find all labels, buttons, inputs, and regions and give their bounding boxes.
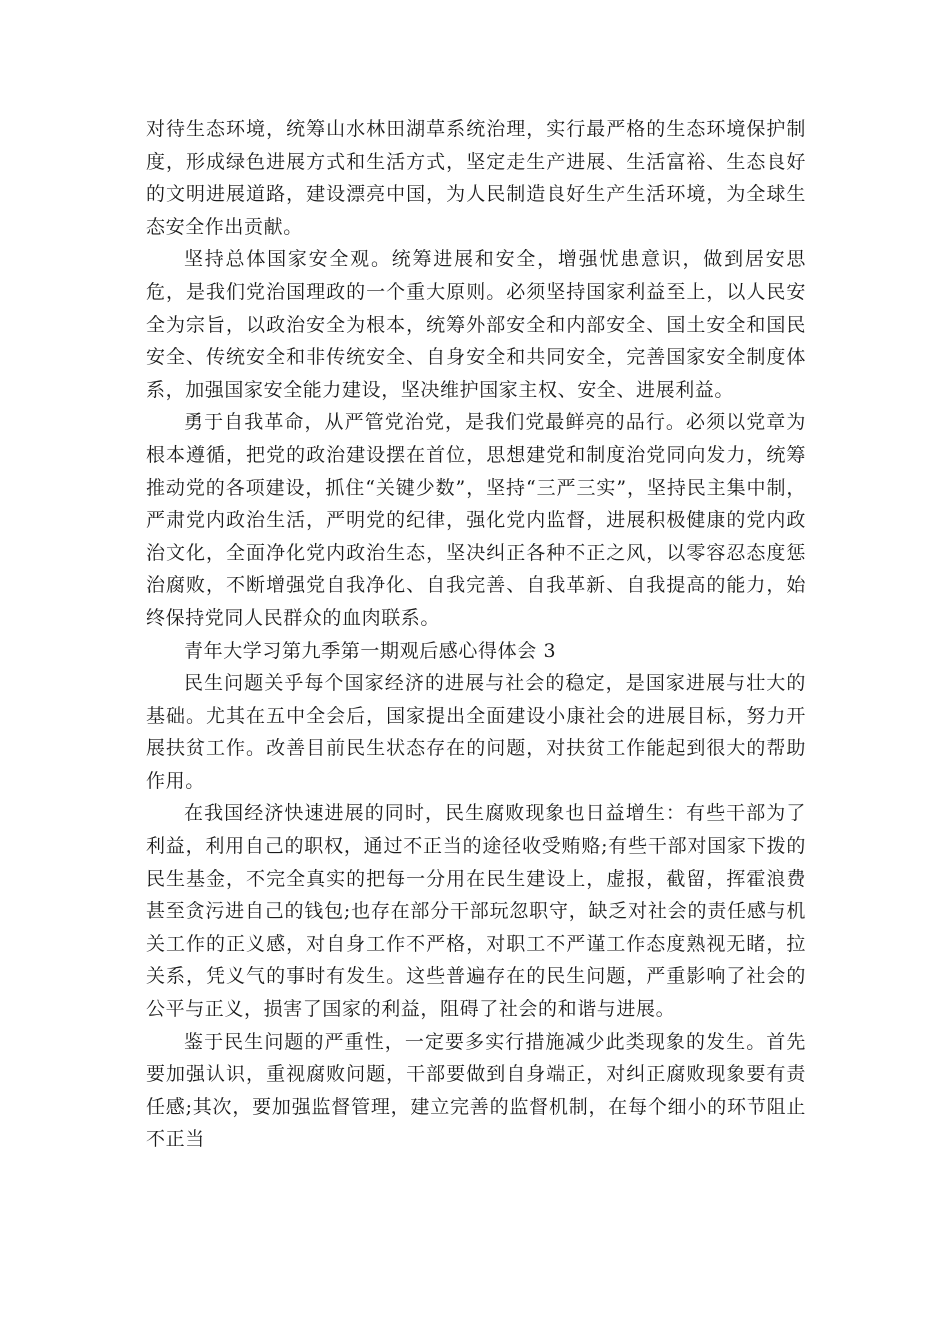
- section-heading: 青年大学习第九季第一期观后感心得体会 3: [184, 639, 557, 662]
- paragraph-national-security: 坚持总体国家安全观。统筹进展和安全，增强忧患意识，做到居安思危，是我们党治国理政的一个重大原则。必须坚持国家利益至上，以人民安全为宗旨，以政治安全为根本，统筹外部安全和内部安全、国土安全和国民安全、传统安全和非传统安全、自身安全和共同安全，完善国家安全制度体系，加强国家安全能力建设，坚决维护国家主权、安全、进展利益。: [146, 248, 806, 401]
- paragraph-livelihood-issues: 民生问题关乎每个国家经济的进展与社会的稳定，是国家进展与壮大的基础。尤其在五中全会后，国家提出全面建设小康社会的进展目标，努力开展扶贫工作。改善目前民生状态存在的问题，对扶贫工作能起到很大的帮助作用。: [146, 672, 806, 792]
- document-page: [146, 113, 806, 1156]
- paragraph-self-revolution: 勇于自我革命，从严管党治党，是我们党最鲜亮的品行。必须以党章为根本遵循，把党的政治建设摆在首位，思想建党和制度治党同向发力，统筹推动党的各项建设，抓住“关键少数”，坚持“三严三实”，坚持民主集中制，严肃党内政治生活，严明党的纪律，强化党内监督，进展积极健康的党内政治文化，全面净化党内政治生态，坚决纠正各种不正之风，以零容忍态度惩治腐败，不断增强党自我净化、自我完善、自我革新、自我提高的能力，始终保持党同人民群众的血肉联系。: [146, 411, 806, 629]
- paragraph-measures: 鉴于民生问题的严重性，一定要多实行措施减少此类现象的发生。首先要加强认识，重视腐败问题，干部要做到自身端正，对纠正腐败现象要有责任感;其次，要加强监督管理，建立完善的监督机制，在每个细小的环节阻止不正当: [146, 1030, 806, 1151]
- paragraph-ecology-continuation: 对待生态环境，统筹山水林田湖草系统治理，实行最严格的生态环境保护制度，形成绿色进展方式和生活方式，坚定走生产进展、生活富裕、生态良好的文明进展道路，建设漂亮中国，为人民制造良好生产生活环境，为全球生态安全作出贡献。: [146, 118, 806, 238]
- paragraph-livelihood-corruption: 在我国经济快速进展的同时，民生腐败现象也日益增生：有些干部为了利益，利用自己的职权，通过不正当的途径收受贿赂;有些干部对国家下拨的民生基金，不完全真实的把每一分用在民生建设上，虚报，截留，挥霍浪费甚至贪污进自己的钱包;也存在部分干部玩忽职守，缺乏对社会的责任感与机关工作的正义感，对自身工作不严格，对职工不严谨工作态度熟视无睹，拉关系，凭义气的事时有发生。这些普遍存在的民生问题，严重影响了社会的公平与正义，损害了国家的利益，阻碍了社会的和谐与进展。: [146, 802, 806, 1021]
